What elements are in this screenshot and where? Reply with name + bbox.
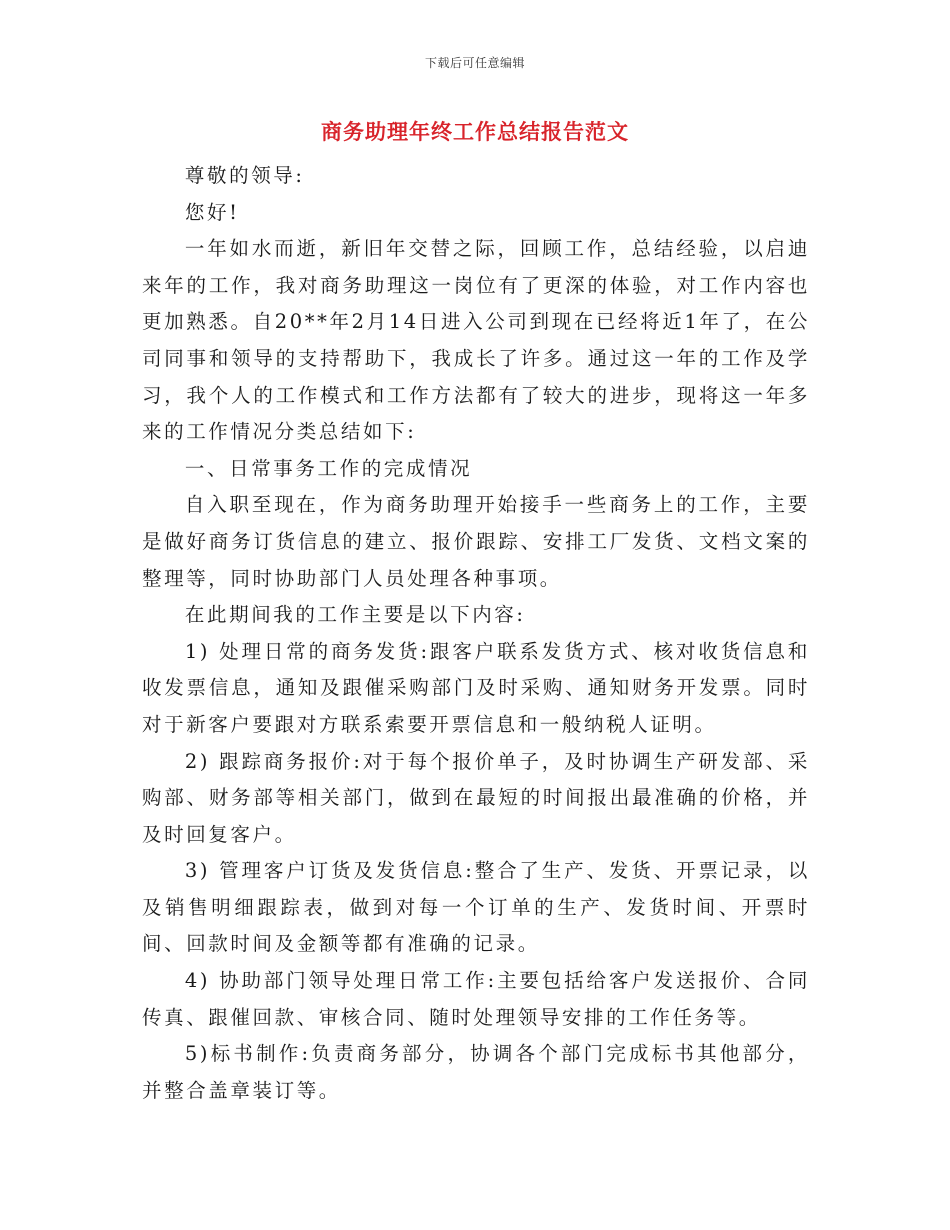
paragraph-list-intro: 在此期间我的工作主要是以下内容: xyxy=(184,603,526,627)
document-body xyxy=(142,158,810,1109)
greeting: 您好! xyxy=(184,200,240,224)
list-item-2: 2) 跟踪商务报价:对于每个报价单子，及时协调生产研发部、采购部、财务部等相关部门，做到在最短的时间报出最准确的价格，并及时回复客户。 xyxy=(142,749,810,846)
salutation: 尊敬的领导: xyxy=(184,164,305,187)
document-title: 商务助理年终工作总结报告范文 xyxy=(321,120,629,144)
paragraph-intro: 一年如水而逝，新旧年交替之际，回顾工作，总结经验，以启迪来年的工作，我对商务助理这一岗位有了更深的体验，对工作内容也更加熟悉。自20**年2月14日进入公司到现在已经将近1年了，在公司同事和领导的支持帮助下，我成长了许多。通过这一年的工作及学习，我个人的工作模式和工作方法都有了较大的进步，现将这一年多来的工作情况分类总结如下: xyxy=(142,237,810,444)
list-item-5: 5)标书制作:负责商务部分，协调各个部门完成标书其他部分，并整合盖章装订等。 xyxy=(142,1042,810,1102)
list-item-3: 3) 管理客户订货及发货信息:整合了生产、发货、开票记录，以及销售明细跟踪表，做到对每一个订单的生产、发货时间、开票时间、回款时间及金额等都有准确的记录。 xyxy=(142,859,810,956)
list-item-4: 4) 协助部门领导处理日常工作:主要包括给客户发送报价、合同传真、跟催回款、审核合同、随时处理领导安排的工作任务等。 xyxy=(142,969,810,1029)
header-note: 下载后可任意编辑 xyxy=(424,56,525,70)
paragraph-duties: 自入职至现在，作为商务助理开始接手一些商务上的工作，主要是做好商务订货信息的建立、报价跟踪、安排工厂发货、文档文案的整理等，同时协助部门人员处理各种事项。 xyxy=(142,493,810,590)
list-item-1: 1) 处理日常的商务发货:跟客户联系发货方式、核对收货信息和收发票信息，通知及跟催采购部门及时采购、通知财务开发票。同时对于新客户要跟对方联系索要开票信息和一般纳税人证明。 xyxy=(142,639,810,736)
section-heading: 一、日常事务工作的完成情况 xyxy=(184,456,473,480)
